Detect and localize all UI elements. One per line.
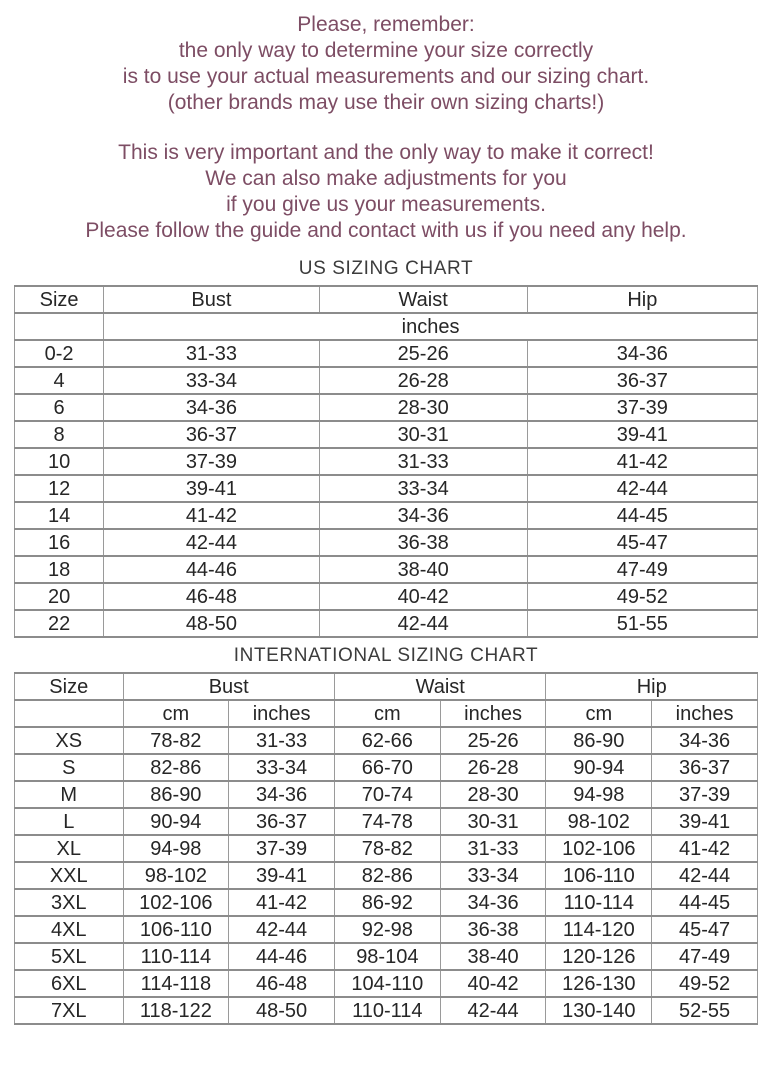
table-row (15, 475, 758, 502)
table-row (15, 610, 758, 637)
bust-inches-cell: 44-46 (229, 943, 335, 970)
hip-cm-cell: 86-90 (546, 727, 652, 754)
us-unit-row (15, 313, 758, 340)
table-row (15, 394, 758, 421)
hip-inches-cell: 34-36 (652, 727, 758, 754)
table-row (15, 781, 758, 808)
hip-cm-cell: 90-94 (546, 754, 652, 781)
hip-cell: 34-36 (527, 340, 757, 367)
hip-inches-cell: 52-55 (652, 997, 758, 1024)
table-row (15, 943, 758, 970)
waist-inches-cell: 31-33 (440, 835, 546, 862)
intro-line: (other brands may use their own sizing charts!) (167, 91, 605, 114)
intl-unit-empty-cell (15, 700, 124, 727)
size-cell: 4XL (15, 916, 124, 943)
table-row (15, 448, 758, 475)
table-row (15, 502, 758, 529)
hip-inches-cell: 37-39 (652, 781, 758, 808)
hip-inches-cell: 36-37 (652, 754, 758, 781)
intro-line: is to use your actual measurements and our sizing chart. (122, 65, 650, 88)
size-cell: 3XL (15, 889, 124, 916)
waist-cell: 38-40 (319, 556, 527, 583)
bust-inches-cell: 39-41 (229, 862, 335, 889)
hip-inches-cell: 39-41 (652, 808, 758, 835)
waist-inches-cell: 40-42 (440, 970, 546, 997)
hip-cm-cell: 130-140 (546, 997, 652, 1024)
hip-cell: 45-47 (527, 529, 757, 556)
bust-inches-cell: 36-37 (229, 808, 335, 835)
bust-cell: 33-34 (104, 367, 319, 394)
table-row (15, 556, 758, 583)
hip-cm-cell: 126-130 (546, 970, 652, 997)
hip-cm-cell: 102-106 (546, 835, 652, 862)
us-table-header-row (15, 286, 758, 313)
size-cell: 7XL (15, 997, 124, 1024)
waist-inches-cell: 34-36 (440, 889, 546, 916)
hip-cell: 37-39 (527, 394, 757, 421)
hip-cm-cell: 110-114 (546, 889, 652, 916)
intl-column-header-waist: Waist (334, 673, 545, 700)
bust-cell: 39-41 (104, 475, 319, 502)
intro-line: the only way to determine your size correctly (178, 39, 594, 62)
hip-cm-cell: 98-102 (546, 808, 652, 835)
size-cell: 4 (15, 367, 104, 394)
us-column-header-waist: Waist (319, 286, 527, 313)
hip-cell: 49-52 (527, 583, 757, 610)
intro-paragraph-2 (0, 140, 772, 244)
us-column-header-bust: Bust (104, 286, 319, 313)
waist-cell: 40-42 (319, 583, 527, 610)
bust-inches-cell: 34-36 (229, 781, 335, 808)
waist-inches-cell: 33-34 (440, 862, 546, 889)
size-cell: 22 (15, 610, 104, 637)
size-cell: 16 (15, 529, 104, 556)
table-row (15, 367, 758, 394)
size-cell: 10 (15, 448, 104, 475)
size-cell: XL (15, 835, 124, 862)
size-cell: 8 (15, 421, 104, 448)
bust-cm-cell: 102-106 (123, 889, 229, 916)
waist-cell: 36-38 (319, 529, 527, 556)
us-column-header-hip: Hip (527, 286, 757, 313)
hip-inches-cell: 42-44 (652, 862, 758, 889)
hip-cell: 39-41 (527, 421, 757, 448)
waist-cell: 30-31 (319, 421, 527, 448)
bust-inches-cell: 42-44 (229, 916, 335, 943)
size-cell: 14 (15, 502, 104, 529)
us-unit-cell: inches (104, 313, 758, 340)
intl-column-header-bust: Bust (123, 673, 334, 700)
us-unit-empty-cell (15, 313, 104, 340)
size-cell: 6 (15, 394, 104, 421)
table-row (15, 583, 758, 610)
waist-cm-cell: 110-114 (334, 997, 440, 1024)
size-cell: 18 (15, 556, 104, 583)
size-cell: 20 (15, 583, 104, 610)
bust-cell: 34-36 (104, 394, 319, 421)
bust-inches-cell: 37-39 (229, 835, 335, 862)
hip-cell: 36-37 (527, 367, 757, 394)
bust-cell: 46-48 (104, 583, 319, 610)
hip-inches-cell: 41-42 (652, 835, 758, 862)
hip-cm-cell: 106-110 (546, 862, 652, 889)
intl-table-header-row (15, 673, 758, 700)
bust-inches-cell: 33-34 (229, 754, 335, 781)
intl-column-header-hip: Hip (546, 673, 758, 700)
waist-cm-cell: 62-66 (334, 727, 440, 754)
table-row (15, 889, 758, 916)
table-row (15, 970, 758, 997)
intro-line: if you give us your measurements. (226, 193, 546, 216)
waist-cell: 33-34 (319, 475, 527, 502)
waist-inches-cell: 26-28 (440, 754, 546, 781)
waist-cell: 31-33 (319, 448, 527, 475)
waist-inches-cell: 25-26 (440, 727, 546, 754)
waist-inches-cell: 42-44 (440, 997, 546, 1024)
bust-cell: 41-42 (104, 502, 319, 529)
waist-cm-cell: 66-70 (334, 754, 440, 781)
size-cell: XXL (15, 862, 124, 889)
bust-inches-cell: 46-48 (229, 970, 335, 997)
table-row (15, 529, 758, 556)
hip-cm-cell: 114-120 (546, 916, 652, 943)
waist-cell: 28-30 (319, 394, 527, 421)
intl-unit-cell-hip-inches: inches (652, 700, 758, 727)
table-row (15, 421, 758, 448)
size-cell: 5XL (15, 943, 124, 970)
bust-cm-cell: 90-94 (123, 808, 229, 835)
bust-cell: 37-39 (104, 448, 319, 475)
hip-cell: 51-55 (527, 610, 757, 637)
us-sizing-table (14, 285, 758, 638)
waist-cell: 42-44 (319, 610, 527, 637)
waist-cm-cell: 98-104 (334, 943, 440, 970)
intl-unit-cell-waist-inches: inches (440, 700, 546, 727)
waist-inches-cell: 28-30 (440, 781, 546, 808)
table-row (15, 835, 758, 862)
waist-cell: 34-36 (319, 502, 527, 529)
hip-cell: 41-42 (527, 448, 757, 475)
waist-inches-cell: 36-38 (440, 916, 546, 943)
bust-cell: 44-46 (104, 556, 319, 583)
hip-inches-cell: 45-47 (652, 916, 758, 943)
waist-cm-cell: 70-74 (334, 781, 440, 808)
hip-cm-cell: 120-126 (546, 943, 652, 970)
table-row (15, 862, 758, 889)
bust-cm-cell: 114-118 (123, 970, 229, 997)
bust-cm-cell: 118-122 (123, 997, 229, 1024)
intl-unit-cell-waist-cm: cm (334, 700, 440, 727)
bust-cell: 48-50 (104, 610, 319, 637)
hip-cm-cell: 94-98 (546, 781, 652, 808)
waist-inches-cell: 30-31 (440, 808, 546, 835)
size-cell: 6XL (15, 970, 124, 997)
international-chart-title: INTERNATIONAL SIZING CHART (233, 645, 539, 666)
intl-table-body (15, 727, 758, 1024)
waist-cell: 26-28 (319, 367, 527, 394)
hip-inches-cell: 49-52 (652, 970, 758, 997)
waist-cm-cell: 92-98 (334, 916, 440, 943)
hip-inches-cell: 47-49 (652, 943, 758, 970)
intl-unit-cell-hip-cm: cm (546, 700, 652, 727)
intro-paragraph-1 (0, 12, 772, 116)
bust-cm-cell: 82-86 (123, 754, 229, 781)
hip-cell: 42-44 (527, 475, 757, 502)
us-chart-title: US SIZING CHART (298, 258, 474, 279)
bust-cell: 36-37 (104, 421, 319, 448)
table-row (15, 340, 758, 367)
intl-unit-cell-bust-inches: inches (229, 700, 335, 727)
intro-line: Please follow the guide and contact with us if you need any help. (85, 219, 687, 242)
bust-cell: 31-33 (104, 340, 319, 367)
bust-cm-cell: 110-114 (123, 943, 229, 970)
bust-cell: 42-44 (104, 529, 319, 556)
hip-inches-cell: 44-45 (652, 889, 758, 916)
table-row (15, 916, 758, 943)
intro-line: Please, remember: (297, 13, 475, 36)
waist-cm-cell: 104-110 (334, 970, 440, 997)
size-cell: M (15, 781, 124, 808)
table-row (15, 727, 758, 754)
intro-line: This is very important and the only way to make it correct! (118, 141, 654, 164)
table-row (15, 808, 758, 835)
intro-text-block (0, 0, 772, 244)
bust-inches-cell: 48-50 (229, 997, 335, 1024)
table-row (15, 997, 758, 1024)
waist-cm-cell: 86-92 (334, 889, 440, 916)
intl-column-header-size: Size (15, 673, 124, 700)
us-column-header-size: Size (15, 286, 104, 313)
size-cell: 12 (15, 475, 104, 502)
bust-inches-cell: 31-33 (229, 727, 335, 754)
waist-cm-cell: 82-86 (334, 862, 440, 889)
bust-inches-cell: 41-42 (229, 889, 335, 916)
waist-cm-cell: 78-82 (334, 835, 440, 862)
intl-unit-row (15, 700, 758, 727)
waist-cm-cell: 74-78 (334, 808, 440, 835)
international-sizing-table (14, 672, 758, 1025)
size-cell: 0-2 (15, 340, 104, 367)
bust-cm-cell: 106-110 (123, 916, 229, 943)
intro-line: We can also make adjustments for you (205, 167, 567, 190)
bust-cm-cell: 78-82 (123, 727, 229, 754)
bust-cm-cell: 94-98 (123, 835, 229, 862)
hip-cell: 47-49 (527, 556, 757, 583)
size-cell: S (15, 754, 124, 781)
us-table-body (15, 340, 758, 637)
waist-cell: 25-26 (319, 340, 527, 367)
intl-unit-cell-bust-cm: cm (123, 700, 229, 727)
hip-cell: 44-45 (527, 502, 757, 529)
table-row (15, 754, 758, 781)
bust-cm-cell: 86-90 (123, 781, 229, 808)
bust-cm-cell: 98-102 (123, 862, 229, 889)
size-cell: L (15, 808, 124, 835)
size-cell: XS (15, 727, 124, 754)
waist-inches-cell: 38-40 (440, 943, 546, 970)
